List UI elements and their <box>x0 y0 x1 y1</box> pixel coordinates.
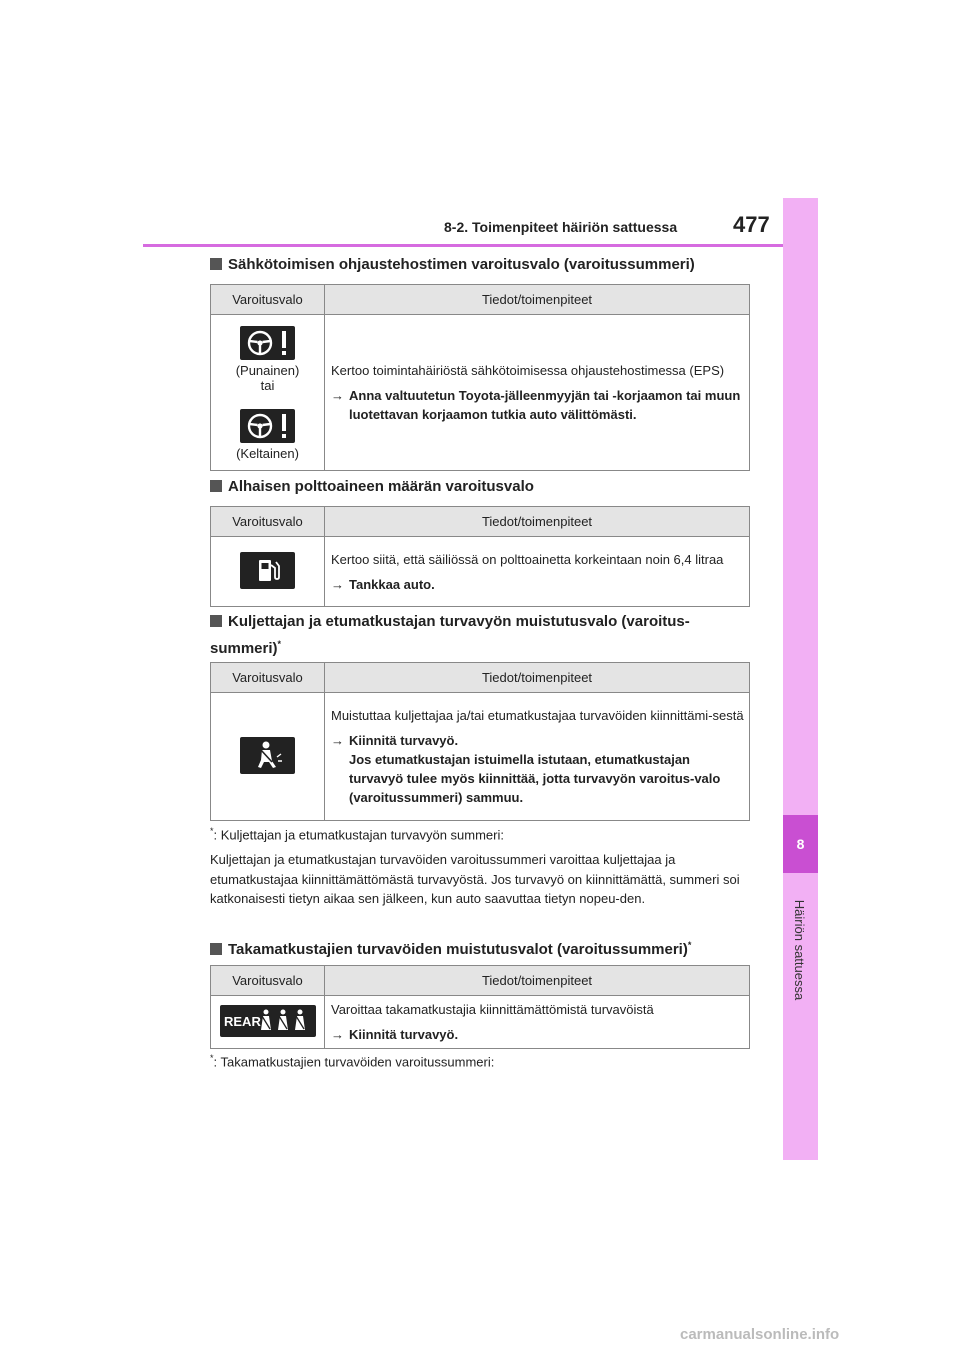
section-heading-rear-seatbelt: Takamatkustajien turvavöiden muistutusvalot (varoitussummeri)* <box>210 934 691 961</box>
rear-icon-label: REAR <box>223 1013 261 1029</box>
steering-warning-red-icon <box>240 326 295 360</box>
arrow-icon: → <box>331 388 344 403</box>
rear-seatbelt-details-cell <box>325 996 750 1049</box>
page-number: 477 <box>733 212 770 237</box>
bullet-square-icon <box>210 943 222 955</box>
section-heading-eps: Sähkötoimisen ohjaustehostimen varoitusvalo (varoitussummeri) <box>210 254 695 276</box>
rear-seatbelt-action: → Kiinnitä turvavyö. <box>331 1027 459 1042</box>
footnote-rear-summer: *: Takamatkustajien turvavöiden varoitussummeri: <box>210 1053 495 1070</box>
eps-action: → Anna valtuutetun Toyota-jälleenmyyjän tai -korjaamon tai muun luotettavan korjaamon tutkia auto välittömästi. <box>331 388 741 422</box>
chapter-title: 8-2. Toimenpiteet häiriön sattuessa <box>444 219 678 235</box>
footnote-front-summer: *: Kuljettajan ja etumatkustajan turvavyön summeri: <box>210 826 504 843</box>
fuel-pump-icon <box>240 552 295 589</box>
bullet-square-icon <box>210 258 222 270</box>
table-front-seatbelt <box>210 662 750 821</box>
arrow-icon: → <box>331 733 344 748</box>
footnote-mark: * <box>687 940 692 950</box>
seatbelt-description: Muistuttaa kuljettajaa ja/tai etumatkustajaa turvavöiden kiinnittämi-sestä <box>331 708 744 723</box>
fuel-details-cell <box>325 537 750 607</box>
column-header-details: Tiedot/toimenpiteet <box>325 663 750 693</box>
eps-details-cell <box>325 315 750 471</box>
side-tab <box>783 198 818 1160</box>
table-eps-warning <box>210 284 750 471</box>
fuel-icon-cell <box>211 537 325 607</box>
column-header-light: Varoitusvalo <box>211 663 325 693</box>
seatbelt-details-cell <box>325 693 750 821</box>
rear-seatbelt-description: Varoittaa takamatkustajia kiinnittämättömistä turvavöistä <box>331 1002 654 1017</box>
header-rule <box>143 244 783 247</box>
caption-red: (Punainen) <box>235 363 300 378</box>
column-header-light: Varoitusvalo <box>211 966 325 996</box>
table-rear-seatbelt <box>210 965 750 1049</box>
seatbelt-icon-cell <box>211 693 325 821</box>
section-heading-front-seatbelt: Kuljettajan ja etumatkustajan turvavyön muistutusvalo (varoitus-summeri)* <box>210 613 690 657</box>
rear-seatbelt-reminder-icon <box>220 1005 316 1037</box>
arrow-icon: → <box>331 1027 344 1042</box>
column-header-light: Varoitusvalo <box>211 507 325 537</box>
column-header-light: Varoitusvalo <box>211 285 325 315</box>
footnote-mark: * <box>277 639 282 649</box>
side-tab-number: 8 <box>783 815 818 873</box>
column-header-details: Tiedot/toimenpiteet <box>325 285 750 315</box>
bullet-square-icon <box>210 615 222 627</box>
bullet-square-icon <box>210 480 222 492</box>
side-tab-label: Häiriön sattuessa <box>792 899 808 1001</box>
fuel-description: Kertoo siitä, että säiliössä on polttoainetta korkeintaan noin 6,4 litraa <box>331 551 724 567</box>
eps-icon-cell <box>211 315 325 471</box>
section-heading-fuel: Alhaisen polttoaineen määrän varoitusvalo <box>210 476 534 498</box>
watermark: carmanualsonline.info <box>680 1326 840 1343</box>
body-paragraph: Kuljettajan ja etumatkustajan turvavöiden varoitussummeri varoittaa kuljettajaa ja etumatkustajaa kiinnittämättömästä turvavyöstä. Jos turvavyö on kiinnittämättä, summeri soi katkonaisesti tietyn aikaa sen jälkeen, kun auto saavuttaa tietyn nopeu-den. <box>210 852 740 906</box>
arrow-icon: → <box>331 576 344 592</box>
fuel-action: → Tankkaa auto. <box>331 576 435 592</box>
eps-description: Kertoo toimintahäiriöstä sähkötoimisessa ohjaustehostimessa (EPS) <box>331 363 725 378</box>
table-fuel-warning <box>210 506 750 607</box>
seatbelt-action: → Kiinnitä turvavyö. Jos etumatkustajan istuimella istutaan, etumatkustajan turvavyö tulee myös kiinnittää, jotta turvavyön varoitus-valo (varoitussummeri) sammuu. <box>331 733 721 805</box>
column-header-details: Tiedot/toimenpiteet <box>325 507 750 537</box>
rear-seatbelt-icon-cell <box>211 996 325 1049</box>
seatbelt-reminder-icon <box>240 737 295 774</box>
caption-yellow: (Keltainen) <box>236 446 299 461</box>
caption-or: tai <box>260 378 275 393</box>
steering-warning-yellow-icon <box>240 409 295 443</box>
column-header-details: Tiedot/toimenpiteet <box>325 966 750 996</box>
